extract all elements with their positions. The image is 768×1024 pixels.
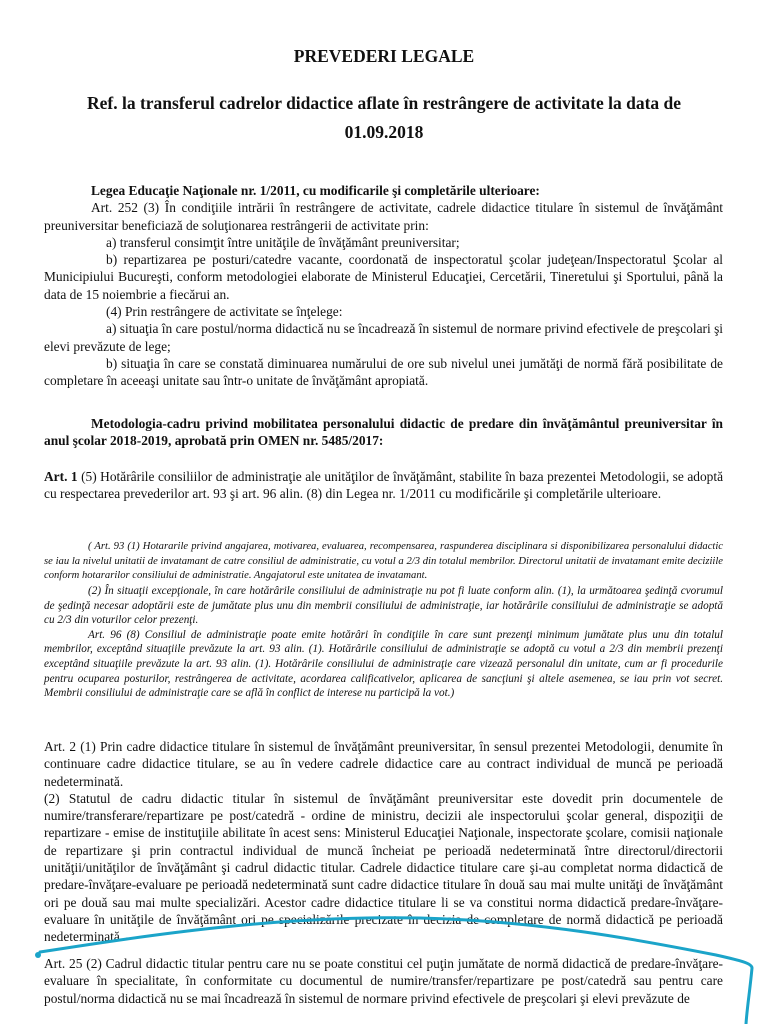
art1-text: (5) Hotărârile consiliilor de administraţie ale unităţilor de învăţământ, stabilite în baza prezentei Metodologii, se adoptă cu respectarea prevederilor art. 93 şi art. 96 alin. (8) din Legea nr. 1/2011 cu modificările şi completările ulterioare. — [44, 469, 724, 502]
note-art-93-2: (2) În situaţii excepţionale, în care hotărârile consiliului de administraţie nu pot fi luate conform alin. (1), la următoarea şedinţă cvorumul de şedinţă necesar adoptării este de jumătate plus unu din membrii consiliului de administraţie, iar hotărârile consiliului de administraţie se adoptă cu 2/3 din voturilor celor prezenţi. — [44, 585, 723, 627]
law-item-b: b) repartizarea pe posturi/catedre vacante, coordonată de inspectoratul şcolar judeţean/Inspectoratul Şcolar al Municipiului Bucureşti, conform metodologiei elaborate de Ministerul Educaţiei, Cercetării, Tineretului şi Sportului, până la data de 15 noiembrie a fiecărui an. — [44, 252, 723, 302]
document-title: PREVEDERI LEGALE — [293, 46, 475, 66]
law-section — [44, 182, 723, 390]
methodology-art25: Art. 25 (2) Cadrul didactic titular pentru care nu se poate constitui cel puţin jumătate de normă didactică de predare-învăţare-evaluare în specialitate, în conformitate cu documentul de numire/transfer/repartizare pe post/catedră sau pentru care postul/norma didactică nu se mai încadrează în sistemul de normare privind efectivele de preşcolari şi elevi prevăzute de — [44, 956, 723, 1006]
law-item-a: a) transferul consimţit între unităţile de învăţământ preuniversitar; — [106, 234, 460, 250]
law-heading: Legea Educaţie Naţionale nr. 1/2011, cu modificarile şi completările ulterioare: — [91, 183, 540, 198]
note-art-93: ( Art. 93 (1) Hotararile privind angajarea, motivarea, evaluarea, recompensarea, raspunderea disciplinara si disponibilizarea personalului didactic se iau la nivelul unitatii de invatamant de catre consiliul de administratie, cu votul a 2/3 din totalul membrilor. Directorul unitatii de invatamant emite deciziile conform hotararilor consiliului de administratie. Angajatorul este unitatea de invatamant. — [44, 541, 723, 582]
legal-note-block — [44, 540, 723, 701]
methodology-heading: Metodologia-cadru privind mobilitatea personalului didactic de predare din învăţământul preuniversitar în anul şcolar 2018-2019, aprobată prin OMEN nr. 5485/2017: — [44, 416, 723, 449]
law-art-252: Art. 252 (3) În condiţiile intrării în restrângere de activitate, cadrele didactice titulare în sistemul de învăţământ preuniversitar beneficiază de soluţionarea restrângerii de activitate prin: — [44, 200, 723, 233]
note-art-96: Art. 96 (8) Consiliul de administraţie poate emite hotărâri în condiţiile în care sunt prezenţi minimum jumătate plus unu din totalul membrilor, exceptând situaţiile prevăzute la art. 93 alin. (1). Hotărârile consiliului de administraţie se adoptă cu votul a 2/3 din membrii prezenţi exceptând situaţiile prevăzute la art. 93 alin. (1). Hotărârile consiliului de administraţie care vizează personalul din unitate, cum ar fi procedurile pentru ocuparea posturilor, restrângerea de activitate, acordarea calificativelor, aplicarea de sancţiuni şi altele asemenea, se iau prin vot secret. Membrii consiliului de administraţie care se află în conflict de interese nu participă la vot.) — [44, 628, 723, 700]
methodology-art25-block — [44, 955, 723, 1007]
methodology-art2: Art. 2 (1) Prin cadre didactice titulare în sistemul de învăţământ preuniversitar, în sensul prezentei Metodologii, denumite în continuare cadre didactice titulare, se au în vedere cadrele didactice care au contract individual de muncă pe perioadă nedeterminată. — [44, 739, 723, 789]
methodology-heading-block — [44, 415, 723, 450]
document-subtitle-line2: 01.09.2018 — [344, 122, 424, 142]
methodology-art1-block — [44, 468, 723, 503]
methodology-art2-block — [44, 738, 723, 946]
art1-label: Art. 1 — [44, 469, 78, 484]
methodology-art1 — [44, 468, 723, 503]
document-subtitle-line1: Ref. la transferul cadrelor didactice aflate în restrângere de activitate la data de — [86, 93, 682, 113]
law-item-4a: a) situaţia în care postul/norma didactică nu se încadrează în sistemul de normare privind efectivele de preşcolari şi elevi prevăzute de lege; — [44, 321, 723, 354]
methodology-art2-2: (2) Statutul de cadru didactic titular în sistemul de învăţământ preuniversitar este dovedit prin documentele de numire/transferare/repartizare pe post/catedră - ordine de ministru, decizii ale inspectorului şcolar general, dispoziţii de repartizare - emise de instituţiile abilitate în acest sens: Ministerul Educaţiei Naţionale, inspectorate şcolare, comisii naţionale de repartizare şi prin contractul individual de muncă încheiat pe perioadă nedeterminată între directorul/directorii unităţii/unităţilor de învăţământ şi cadrul didactic titular. Cadrele didactice titulare care şi-au completat norma didactică de predare-învăţare-evaluare pe perioadă nedeterminată sunt cadre didactice titulare în două sau mai multe unităţi de învăţământ ori pe două sau mai multe specializări. Acestor cadre didactice titulare li se va constitui norma didactică predare-învăţare-evaluare în unităţile de învăţământ ori pe specializările precizate în decizia de completare de normă didactică pe perioadă nedeterminată. — [44, 790, 723, 945]
law-item-4b: b) situaţia în care se constată diminuarea numărului de ore sub nivelul unei jumătăţi de normă fără posibilitate de completare în aceeaşi unitate sau într-o unitate de învăţământ apropiată. — [44, 355, 723, 389]
law-item-4: (4) Prin restrângere de activitate se înţelege: — [106, 304, 343, 320]
